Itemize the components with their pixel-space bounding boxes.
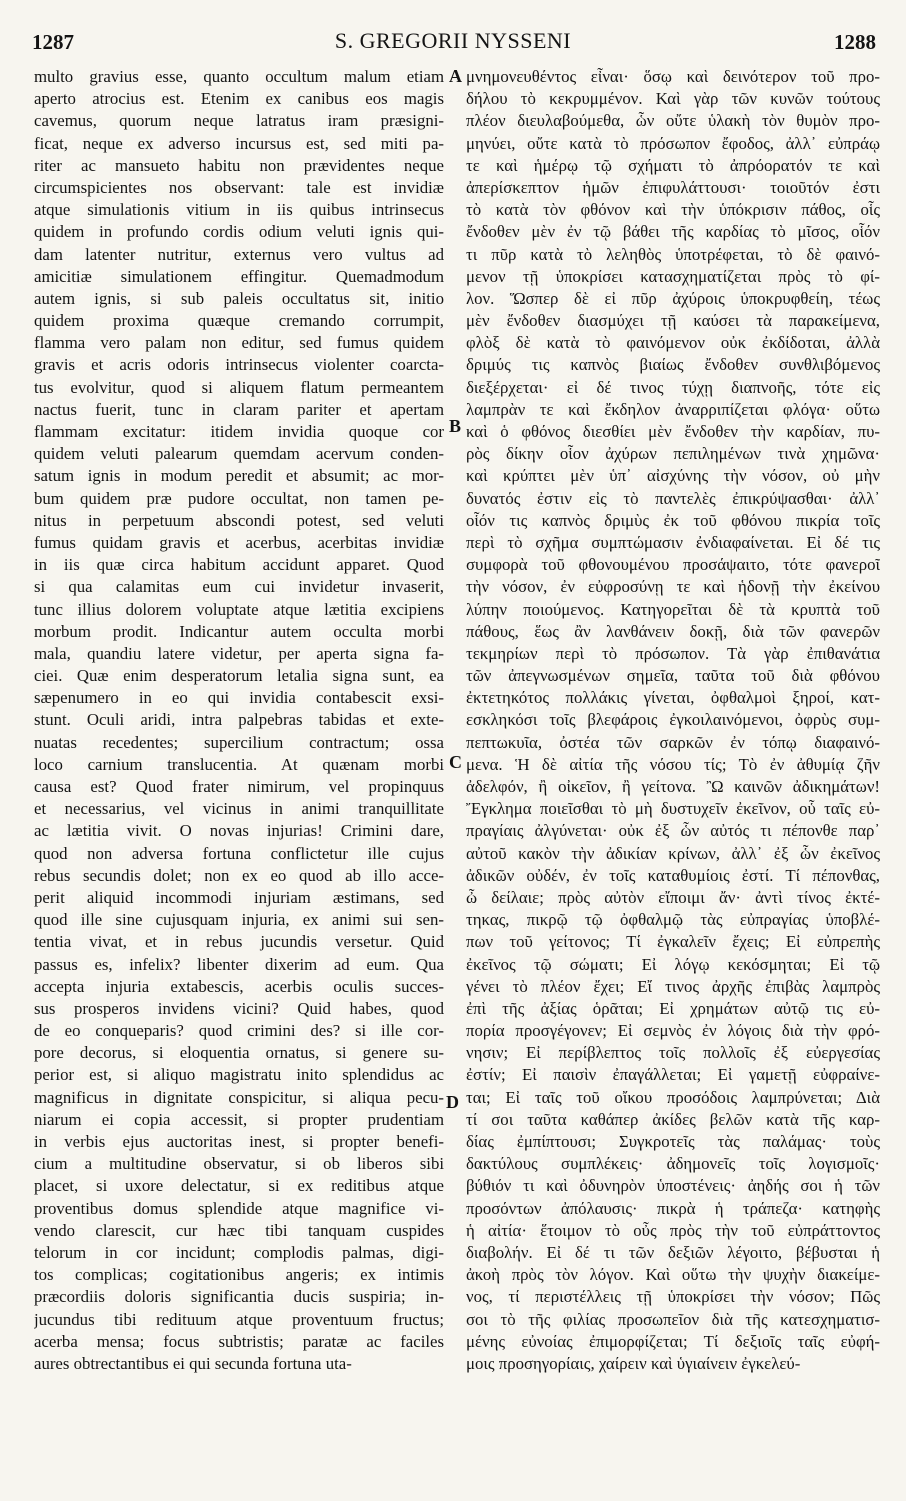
greek-text-line: καὶ κρύπτει μὲν ὑπ᾽ αἰσχύνης τὴν νόσον, οὐ μὴν [466, 466, 880, 486]
latin-text-line: perior est, si aliquo magistratu inito splendidus ac [34, 1065, 444, 1085]
latin-text-line: flamma vero palam non editur, sed fumus quidem [34, 333, 444, 353]
greek-text-line: τε καὶ ἡμέρῳ τῷ σχήματι τὸ ἀπρόορατόν τε καὶ [466, 155, 880, 175]
greek-text-line: πάθους, ἕως ἂν λανθάνειν δοκῇ, διὰ τῶν φανερῶν [466, 621, 880, 641]
latin-text-line: nactus fuerit, tunc in claram pariter et apertam [34, 399, 444, 419]
greek-text-line: εσκληκόσι τοῖς βλεφάροις ἐγκοιλαινόμενοι, ὀφρὺς συμ- [466, 710, 880, 730]
greek-text-line: μενον τῇ ὑποκρίσει κατασχηματίζεται πρὸς τὸ φί- [466, 266, 880, 286]
latin-text-line: circumspicientes nos observant: tale est invidiæ [34, 177, 444, 197]
greek-text-line: τὴν νόσον, ἐν εὐφροσύνῃ τε καὶ ἡδονῇ τὴν ἐκείνου [466, 577, 880, 597]
greek-text-line: αὐτοῦ κακὸν τὴν ἀδικίαν κρίνων, ἀλλ᾽ ἐξ ὧν ἐκεῖνος [466, 843, 880, 863]
latin-text-line: bum quidem præ pudore occultat, non tamen pe- [34, 488, 444, 508]
latin-text-line: quod non adversa fortuna conflictetur ille cujus [34, 843, 444, 863]
greek-column [466, 66, 880, 1375]
greek-text-line: λύπην ποιούμενος. Κατηγορεῖται δὲ τὰ κρυπτὰ τοῦ [466, 599, 880, 619]
latin-text-line: acerba mensa; focus subtristis; paratæ ac faciles [34, 1331, 444, 1351]
latin-text-line: autem ignis, si sub paleis occultatus sit, initio [34, 288, 444, 308]
greek-text-line: ἐστίν; Εἰ παισὶν ἐπαγάλλεται; Εἰ γαμετῇ εὐφραίνε- [466, 1065, 880, 1085]
greek-text-line: ἀδικῶν οὐδέν, ἐν τοῖς καταθυμίοις ἐστί. Τί πέπονθας, [466, 865, 880, 885]
greek-text-line: ἐκτετηκότος πολλάκις γίνεται, ὀφθαλμοὶ ξηροί, κατ- [466, 688, 880, 708]
latin-text-line: niarum ei copia accessit, si propter prudentiam [34, 1109, 444, 1129]
latin-text-line: accepta injuria extabescis, acerbis oculis succes- [34, 976, 444, 996]
latin-text-line: mala, quandiu latere videtur, per aperta signa fa- [34, 643, 444, 663]
latin-text-line: in verbis ejus auctoritas inest, si propter benefi- [34, 1132, 444, 1151]
latin-text-line: tos complicas; cogitationibus angeris; ex intimis [34, 1265, 444, 1285]
greek-text-line: νησιν; Εἰ περίβλεπτος τοῖς πολλοῖς ἐξ εὐεργεσίας [466, 1043, 880, 1063]
greek-text-line: τι πῦρ κατὰ τὸ λεληθὸς ὑποτρέφεται, τὸ δὲ φαινό- [466, 244, 880, 264]
latin-text-line: pore decorus, si eloquentia ornatus, si genere su- [34, 1043, 444, 1063]
greek-text-line: ἐκεῖνος τῷ σώματι; Εἰ λόγῳ κεκόσμηται; Εἰ τῷ [466, 954, 880, 974]
latin-text-line: sus prosperos invidens vicini? Quid habes, quod [34, 998, 444, 1018]
greek-text-line: λαμπρὰν τε καὶ ἔκδηλον ἀναρριπίζεται φλόγα· οὕτω [466, 399, 880, 419]
latin-text-line: loco carnium translucentia. At quænam morbi [34, 754, 444, 774]
latin-text-line: satum ignis in modum peredit et absumit; ac mor- [34, 466, 444, 486]
latin-text-line: telorum in cor incidunt; complodis palmas, digi- [34, 1242, 444, 1262]
latin-text-line: cavemus, quorum neque latratus iram præsigni- [34, 111, 444, 131]
latin-text-line: rebus secundis dolet; non ex eo quod ab illo acce- [34, 865, 444, 885]
greek-text-line: φλὸξ δὲ κατὰ τὸ φαινόμενον οὐκ ἐκδίδοται, ἀλλὰ [466, 333, 880, 353]
latin-text-line: si qua calamitas eum cui invidetur invaserit, [34, 577, 444, 597]
greek-text-line: τί σοι ταῦτα καθάπερ ἀκίδες βελῶν κατὰ τῆς καρ- [466, 1109, 880, 1129]
latin-text-line: placet, si uxore delectatur, si ex reditibus atque [34, 1176, 444, 1196]
latin-text-line: ficat, neque ex adverso incursus est, sed miti pa- [34, 133, 444, 153]
latin-text-line: quod ille sine cujusquam injuria, ex animi sui sen- [34, 910, 444, 930]
right-page-number: 1288 [834, 30, 876, 54]
latin-text-line: magnificus in dignitate conspicitur, si aliqua pecu- [34, 1087, 444, 1107]
greek-text-line: ρὸς δίκην οἷον ἀχύρων πεπιλημένων τινὰ χημῶνα· [466, 444, 880, 464]
section-marker-b: B [449, 416, 462, 436]
latin-text-line: atque simulationis vitium in iis quibus intrinsecus [34, 200, 444, 220]
greek-text-line: περὶ τὸ σχῆμα συμπτώμασιν ἐνδιαφαίνεται. Εἰ δέ τις [466, 532, 880, 552]
running-title: S. GREGORII NYSSENI [334, 28, 572, 53]
greek-text-line: πων τοῦ γείτονος; Τί ἐγκαλεῖν ἔχεις; Εἰ εὐπρεπὴς [466, 932, 880, 952]
greek-text-line: δίας ἐμπίπτουσι; Συγκροτεῖς τὰς παλάμας· τοὺς [466, 1132, 880, 1151]
latin-text-line: causa est? Quod frater nimirum, vel propinquus [34, 777, 444, 796]
latin-text-line: aures obtrectantibus ei qui secunda fortuna uta- [34, 1353, 352, 1373]
greek-text-line: νος, τί περιστέλλεις τῇ ὑποκρίσει τὴν νόσον; Πῶς [466, 1287, 880, 1307]
greek-text-line: μηνύει, οὔτε κατὰ τὸ πρόσωπον ἔφοδος, ἀλλ᾽ εὐπράῳ [466, 133, 880, 153]
section-marker-c: C [449, 752, 462, 772]
greek-text-line: δριμύς τις καπνὸς βιαίως ἔνδοθεν συνθλιβόμενος [466, 355, 880, 375]
latin-text-line: sæpenumero in eo qui invidia contabescit exsi- [34, 688, 444, 708]
latin-text-line: quidem in profundo cordis odium veluti ignis qui- [34, 222, 444, 242]
latin-text-line: morbum prodit. Indicantur autem occulta morbi [34, 621, 444, 641]
greek-text-line: ὦ δείλαιε; πρὸς αὐτὸν εἴποιμι ἄν· ἀντὶ τίνος ἐκτέ- [466, 887, 880, 907]
latin-text-line: quidem veluti palearum quemdam acervum conden- [34, 444, 444, 464]
latin-text-line: quidem proxima quæque cremando corrumpit, [34, 311, 444, 331]
latin-text-line: riter ac mansueto habitu non prævidentes neque [34, 155, 444, 175]
greek-text-line: τεκμηρίων περὶ τὸ πρόσωπον. Τὰ γὰρ ἐπιθανάτια [466, 643, 880, 663]
greek-text-line: τὸ κατὰ τὸν φθόνον καὶ τὴν ὑπόκρισιν πάθος, οἷς [466, 200, 880, 220]
latin-text-line: ciei. Quæ enim desperatorum letalia signa sunt, ea [34, 666, 444, 686]
greek-text-line: ἀκοὴ πρὸς τὸν λόγον. Καὶ οὕτω τὴν ψυχὴν διακείμε- [466, 1265, 880, 1285]
greek-text-line: προσόντων ἀπόλαυσις· πικρὰ ἡ τράπεζα· κατηφὴς [466, 1198, 880, 1218]
greek-text-line: τῶν ἀπεγνωσμένων σημεῖα, ταῦτα τοῦ διὰ φθόνου [466, 666, 880, 686]
greek-text-line: ἔνδοθεν μὲν ἐν τῷ βάθει τῆς καρδίας τὸ μῖσος, οἷόν [466, 222, 880, 242]
latin-text-line: jucundus tibi redituum atque proventuum fructus; [34, 1309, 444, 1329]
latin-text-line: perit aliquid incommodi injuriam æstimans, sed [34, 887, 444, 907]
greek-text-line: οἷόν τις καπνὸς δριμὺς ἐκ τοῦ φθόνου πικρία τοῖς [466, 510, 880, 530]
section-marker-d: D [446, 1092, 459, 1112]
greek-text-line: δακτύλους συμπλέκεις· ἀδημονεῖς τοῖς λογισμοῖς· [466, 1154, 880, 1174]
latin-text-line: aperto atrocius est. Etenim ex canibus eos magis [34, 89, 444, 109]
greek-text-line: διαβολήν. Εἰ δέ τι τῶν δεξιῶν λέγοιτο, βέβυσται ἡ [466, 1242, 880, 1262]
greek-text-line: μένης εὐνοίας ἐπιμορφίζεται; Τί δεξιοῖς ταῖς εὐφή- [466, 1331, 880, 1351]
latin-text-line: nitus in perpetuum abscondi potest, sed veluti [34, 510, 444, 530]
greek-text-line: μνημονευθέντος εἶναι· ὅσῳ καὶ δεινότερον τοῦ προ- [466, 67, 880, 86]
latin-text-line: proventibus domus splendide atque magnifice vi- [34, 1198, 444, 1218]
greek-text-line: συμφορὰ τοῦ φθονουμένου προσάψαιτο, τότε φανεροῖ [466, 555, 880, 575]
latin-text-line: amicitiæ simulationem effingitur. Quemadmodum [34, 266, 444, 286]
greek-text-line: λον. Ὥσπερ δὲ εἰ πῦρ ἀχύροις ὑποκρυφθείη, τέως [466, 288, 880, 308]
greek-text-line: ἀδελφόν, ἢ οἰκεῖον, ἢ γείτονα. Ὢ καινῶν ἀδικημάτων! [466, 777, 880, 796]
latin-text-line: stunt. Oculi aridi, intra palpebras tabidas et exte- [34, 710, 444, 730]
greek-text-line: πορία προσγέγονεν; Εἰ σεμνὸς ἐν λόγοις διὰ τὴν φρό- [466, 1021, 880, 1041]
latin-text-line: tentia vivat, et in rebus jucundis versetur. Quid [34, 932, 444, 952]
latin-text-line: de eo conquераris? quod crimini des? si ille cor- [34, 1021, 444, 1041]
greek-text-line: πεπτωκυῖα, ὀστέα τῶν σαρκῶν ἐν τόπῳ διαφαινό- [466, 732, 880, 752]
greek-text-line: σοι τὸ τῆς φιλίας προσωπεῖον διὰ τῆς κατεσχηματισ- [466, 1309, 880, 1329]
latin-text-line: fumus quidam gravis et acerbus, acerbitas invidiæ [34, 532, 444, 552]
greek-text-line: μενα. Ἡ δὲ αἰτία τῆς νόσου τίς; Τὸ ἐν ἀθυμίᾳ ζῆν [466, 754, 880, 774]
greek-text-line: καὶ ὁ φθόνος διεσθίει μὲν ἔνδοθεν τὴν καρδίαν, πυ- [466, 422, 880, 441]
greek-text-line: πραγίαις ἀλγύνεται· οὐκ ἐξ ὧν αὐτός τι πέπονθε παρ᾽ [466, 821, 880, 841]
latin-text-line: in iis quæ circa habitum accidunt apparet. Quod [34, 555, 444, 575]
latin-text-line: vendo clarescit, cur hæc tibi tanquam cuspides [34, 1220, 444, 1240]
greek-text-line: πλέον διευλαβούμεθα, ὧν οὔτε ὑλακὴ τὸν θυμὸν προ- [466, 111, 880, 131]
left-page-number: 1287 [32, 30, 74, 54]
latin-text-line: dam latenter nutritur, externus vero vultus ad [34, 244, 444, 264]
greek-text-line: διεξέρχεται· εἰ δέ τινος τύχῃ διαπνοῆς, τότε εἰς [466, 377, 880, 397]
greek-text-line: ἐπὶ τῆς ἀξίας ὁρᾶται; Εἰ χρημάτων αὐτῷ τις εὐ- [466, 998, 880, 1018]
latin-text-line: flammam excitatur: itidem invidia quoque cor [34, 422, 444, 441]
latin-text-line: et necessarius, vel vicinus in animi tranquillitate [34, 799, 444, 819]
greek-text-line: τηκας, πικρῷ τῷ ὀφθαλμῷ τὰς εὐπραγίας ὑποβλέ- [466, 910, 880, 930]
greek-text-line: ἀπερίσκεπτον ἡμῶν ἐπιφυλάττουσι· τοιοῦτόν ἐστι [466, 177, 880, 197]
greek-text-line: δυνατός ἐστιν εἰς τὸ παντελὲς ἐπικρύψασθαι· ἀλλ᾽ [466, 488, 880, 508]
greek-text-line: βύθιόν τι καὶ ὀδυνηρὸν ὑποστένεις· ἀηδής σοι ἡ τῶν [466, 1176, 880, 1196]
latin-text-line: cium a multitudine observatur, si ob liberos sibi [34, 1154, 444, 1174]
latin-text-line: gravis et acris odoris intrinsecus violenter coarcta- [34, 355, 444, 375]
greek-text-line: ἡ αἰτία· ἕτοιμον τὸ οὖς πρὸς τὴν τοῦ εὐπράττοντος [466, 1220, 880, 1240]
greek-text-line: ται; Εἰ ταῖς τοῦ οἴκου προσόδοις λαμπρύνεται; Διὰ [466, 1087, 880, 1107]
greek-text-line: Ἔγκλημα ποιεῖσθαι τὸ μὴ δυστυχεῖν ἐκεῖνον, οὗ ταῖς εὐ- [466, 799, 880, 819]
greek-text-line: δήλου τὸ κεκρυμμένον. Καὶ γὰρ τῶν κυνῶν τούτους [466, 89, 880, 109]
greek-text-line: γένει τὸ πλέον ἔχει; Εἴ τινος ἀρχῆς ἐπιβὰς λαμπρὸς [466, 976, 880, 996]
running-header [22, 28, 884, 58]
latin-text-line: multo gravius esse, quanto occultum malum etiam [34, 67, 444, 86]
latin-text-line: nuatas recedentes; supercilium contractum; ossa [34, 732, 444, 752]
latin-text-line: præcordiis doloris significantia ducis suspiria; in- [34, 1287, 444, 1307]
latin-column [34, 66, 444, 1375]
latin-text-line: ac lætitia vivit. O novas injurias! Crimini dare, [34, 821, 444, 841]
greek-text-line: μοις προσηγορίαις, χαίρειν καὶ ὑγιαίνειν ἐγκελεύ- [466, 1353, 801, 1373]
greek-text-line: μὲν ἔνδοθεν διασμύχει τῇ καύσει τὰ παρακείμενα, [466, 311, 880, 331]
section-marker-a: A [449, 66, 462, 86]
latin-text-line: tus evolvitur, quod si aliquem flatum permeantem [34, 377, 444, 397]
latin-text-line: tunc illius dolorem voluptate atque lætitia excipiens [34, 599, 444, 619]
latin-text-line: passus es, infelix? libenter dixerim ad eum. Qua [34, 954, 444, 974]
